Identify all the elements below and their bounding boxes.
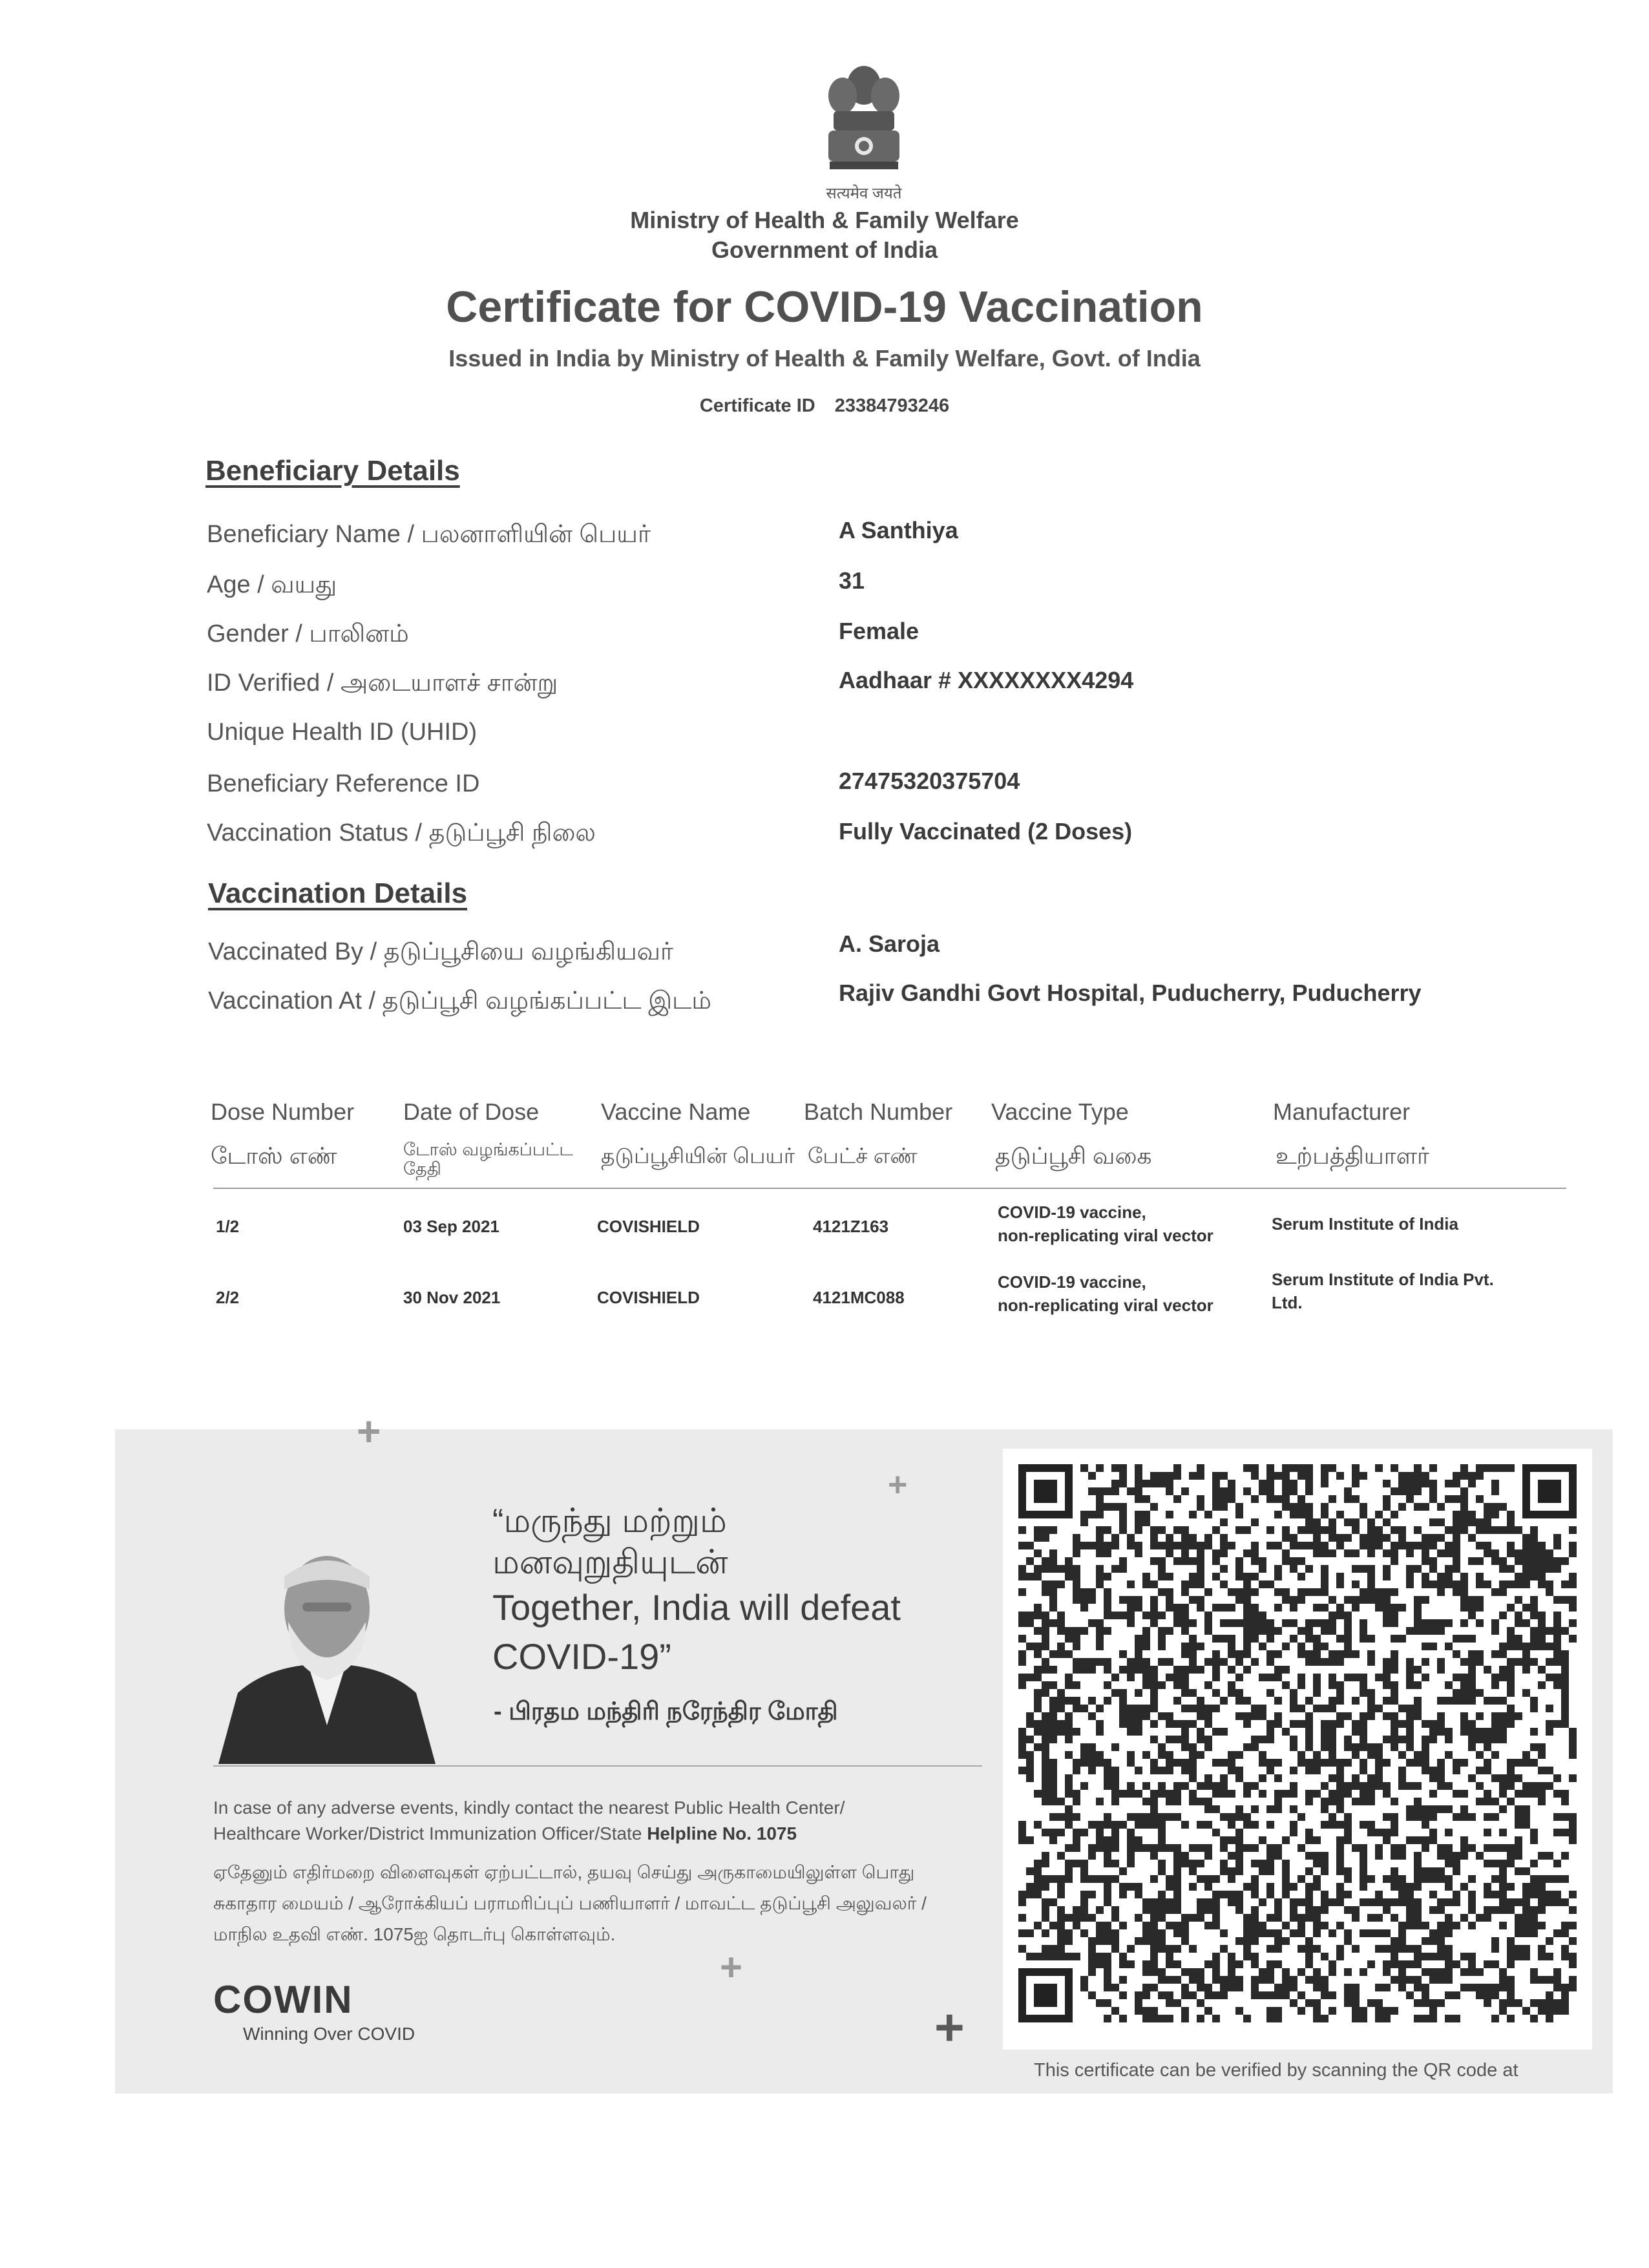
vaccinated-by-label: Vaccinated By / தடுப்பூசியை வழங்கியவர்	[208, 938, 673, 965]
plus-decoration-icon: +	[934, 1999, 965, 2056]
table-divider	[213, 1188, 1566, 1189]
qr-code[interactable]	[1003, 1449, 1592, 2050]
vaccination-at-value: Rajiv Gandhi Govt Hospital, Puducherry, Puducherry	[839, 980, 1422, 1006]
banner-divider	[213, 1765, 982, 1767]
beneficiary-details-title: Beneficiary Details	[205, 455, 460, 487]
beneficiary-name-label: Beneficiary Name / பலனாளியின் பெயர்	[207, 521, 651, 548]
plus-decoration-icon: +	[720, 1946, 743, 1989]
beneficiary-name-value: A Santhiya	[839, 517, 958, 543]
header-batch-number: Batch Number	[804, 1098, 953, 1125]
adverse-events-tamil: ஏதேனும் எதிர்மறை விளைவுகள் ஏற்பட்டால், தயவு செய்து அருகாமையிலுள்ள பொது சுகாதார மையம் / ஆரோக்கியப் பராமரிப்புப் பணியாளர் / மாவட்ட தடுப்பூசி அலுவலர் / மாநில உதவி எண். 1075ஐ தொடர்பு கொள்ளவும்.	[213, 1862, 927, 1944]
cowin-logo: COWIN	[213, 1978, 353, 2021]
cowin-tagline: Winning Over COVID	[243, 2024, 415, 2044]
certificate-title: Certificate for COVID-19 Vaccination	[446, 282, 1203, 331]
header-vaccine-name: Vaccine Name	[601, 1098, 751, 1125]
gender-label: Gender / பாலினம்	[207, 620, 409, 647]
dose-2-date: 30 Nov 2021	[403, 1288, 501, 1307]
age-value: 31	[839, 567, 865, 594]
header-vaccine-type: Vaccine Type	[991, 1098, 1129, 1125]
age-label: Age / வயது	[207, 571, 337, 598]
vaccination-status-value: Fully Vaccinated (2 Doses)	[839, 818, 1133, 845]
dose-1-type: COVID-19 vaccine, non-replicating viral vector	[998, 1202, 1213, 1245]
plus-decoration-icon: +	[357, 1408, 381, 1454]
adverse-events-english: In case of any adverse events, kindly contact the nearest Public Health Center/ Healthcare Worker/District Immunization Officer/State Helpline No. 1075	[213, 1798, 845, 1843]
header-batch-number-ta: பேட்ச் எண்	[808, 1144, 918, 1168]
header-manufacturer-ta: உற்பத்தியாளர்	[1276, 1142, 1429, 1169]
dose-1-date: 03 Sep 2021	[403, 1217, 499, 1236]
header-vaccine-name-ta: தடுப்பூசியின் பெயர்	[601, 1144, 795, 1168]
reference-id-label: Beneficiary Reference ID	[207, 770, 480, 797]
header-date-of-dose-ta: டோஸ் வழங்கப்பட்ட தேதி	[403, 1140, 573, 1179]
vaccination-at-label: Vaccination At / தடுப்பூசி வழங்கப்பட்ட இடம்	[208, 987, 711, 1014]
issued-by: Issued in India by Ministry of Health & Family Welfare, Govt. of India	[448, 345, 1201, 372]
dose-2-batch: 4121MC088	[813, 1288, 905, 1307]
certificate-id	[566, 395, 1083, 417]
dose-1-manufacturer: Serum Institute of India	[1272, 1214, 1458, 1234]
header-vaccine-type-ta: தடுப்பூசி வகை	[995, 1142, 1152, 1169]
id-verified-label: ID Verified / அடையாளச் சான்று	[207, 669, 558, 697]
ministry-name: Ministry of Health & Family Welfare Government of India	[630, 207, 1019, 263]
dose-1-batch: 4121Z163	[813, 1217, 889, 1236]
header-dose-number: Dose Number	[211, 1098, 355, 1125]
quote-tamil: “மருந்து மற்றும் மனவுறுதியுடன்	[492, 1502, 728, 1581]
header-dose-number-ta: டோஸ் எண்	[211, 1142, 337, 1169]
certificate-id-value: 23384793246	[834, 395, 950, 416]
quote-attribution: - பிரதம மந்திரி நரேந்திர மோதி	[494, 1698, 838, 1725]
dose-2-vaccine: COVISHIELD	[597, 1288, 700, 1307]
helpline-number: Helpline No. 1075	[647, 1823, 797, 1843]
vaccinated-by-value: A. Saroja	[839, 930, 940, 957]
certificate-id-label: Certificate ID	[699, 395, 815, 416]
dose-2-number: 2/2	[216, 1288, 240, 1307]
dose-1-number: 1/2	[216, 1217, 240, 1236]
emblem-motto: सत्यमेव जयते	[826, 185, 902, 202]
header-manufacturer: Manufacturer	[1273, 1098, 1411, 1125]
dose-2-manufacturer: Serum Institute of India Pvt. Ltd.	[1272, 1270, 1494, 1312]
national-emblem-icon	[815, 56, 912, 198]
vaccination-status-label: Vaccination Status / தடுப்பூசி நிலை	[207, 819, 596, 846]
verify-note: This certificate can be verified by scanning the QR code at	[1034, 2060, 1518, 2081]
dose-1-vaccine: COVISHIELD	[597, 1217, 700, 1236]
id-verified-value: Aadhaar # XXXXXXXX4294	[839, 667, 1134, 693]
header-date-of-dose: Date of Dose	[403, 1098, 540, 1125]
plus-decoration-icon: +	[888, 1466, 908, 1504]
gender-value: Female	[839, 618, 919, 644]
pm-portrait	[212, 1531, 442, 1764]
vaccination-details-title: Vaccination Details	[208, 877, 468, 909]
quote-english: Together, India will defeat COVID-19”	[492, 1587, 901, 1677]
dose-2-type: COVID-19 vaccine, non-replicating viral vector	[998, 1272, 1213, 1315]
uhid-label: Unique Health ID (UHID)	[207, 719, 478, 746]
reference-id-value: 27475320375704	[839, 768, 1020, 794]
